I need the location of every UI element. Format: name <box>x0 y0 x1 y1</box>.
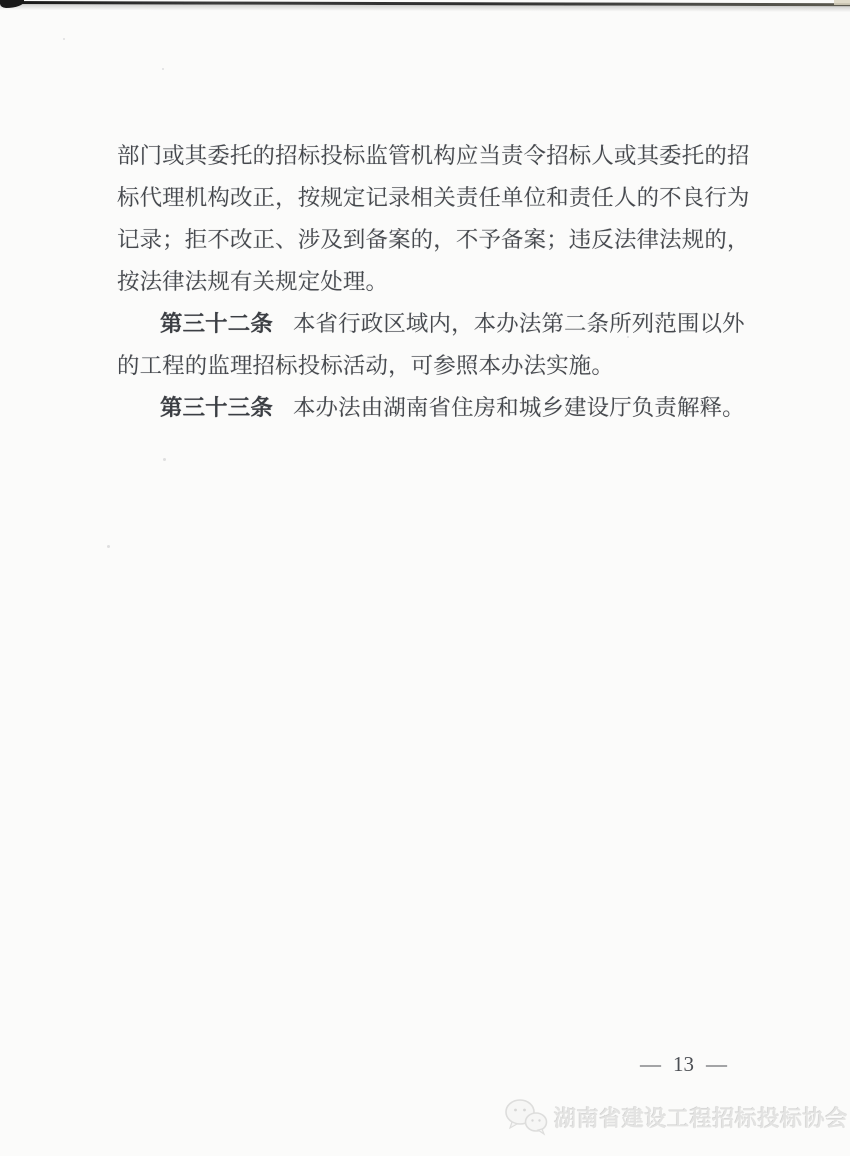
page-number-left-dash: — <box>640 1052 661 1076</box>
article-32-text: 本省行政区域内，本办法第二条所列范围以外 <box>292 311 745 336</box>
document-body <box>117 135 757 429</box>
article-33-text: 本办法由湖南省住房和城乡建设厅负责解释。 <box>292 395 745 420</box>
watermark-text: 湖南省建设工程招标投标协会 <box>554 1105 848 1131</box>
page-number <box>640 1052 727 1077</box>
article-33-line <box>117 387 757 429</box>
page-number-value: 13 <box>673 1052 694 1076</box>
scan-speck <box>627 336 629 338</box>
scan-speck <box>162 68 164 70</box>
scan-corner-tint <box>834 0 850 5</box>
wechat-icon <box>503 1097 549 1137</box>
scan-speck <box>107 545 110 548</box>
article-32-line-2: 的工程的监理招标投标活动，可参照本办法实施。 <box>117 353 614 378</box>
article-33-number: 第三十三条 <box>160 395 273 420</box>
footer-watermark <box>503 1097 848 1137</box>
scan-speck <box>63 38 65 40</box>
body-line-3: 记录；拒不改正、涉及到备案的，不予备案；违反法律法规的， <box>117 227 750 252</box>
body-line-1: 部门或其委托的招标投标监管机构应当责令招标人或其委托的招 <box>117 143 750 168</box>
article-32-number: 第三十二条 <box>160 311 273 336</box>
article-32-line-1 <box>117 303 757 345</box>
page-number-right-dash: — <box>706 1052 727 1076</box>
scan-speck <box>163 458 166 461</box>
body-line-4: 按法律法规有关规定处理。 <box>117 269 389 294</box>
scan-top-edge-shadow <box>0 4 850 12</box>
body-line-2: 标代理机构改正，按规定记录相关责任单位和责任人的不良行为 <box>117 185 750 210</box>
